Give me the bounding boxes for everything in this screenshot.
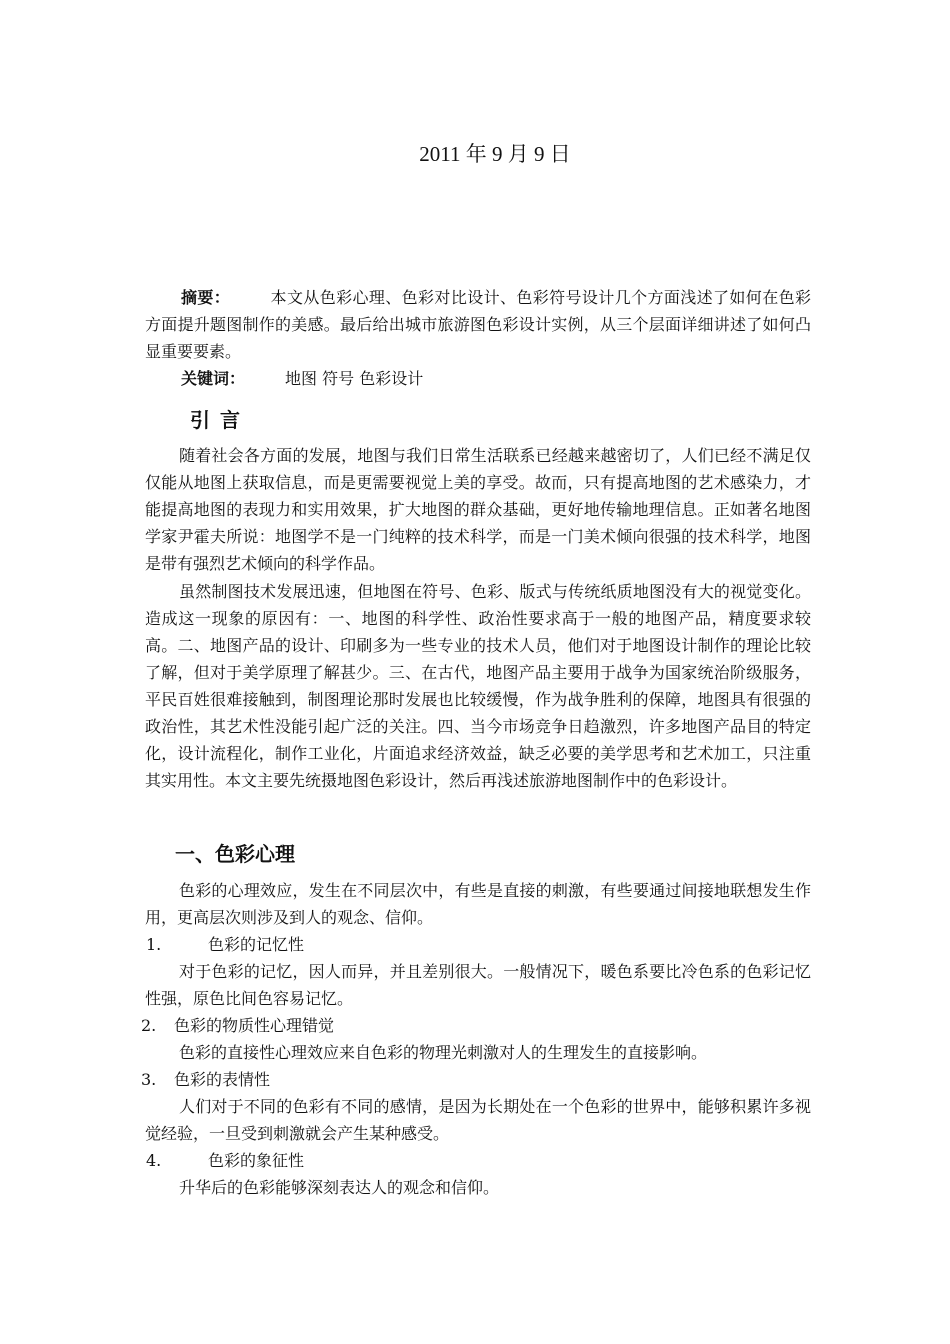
list-item-1-title	[146, 931, 304, 958]
list-title: 色彩的象征性	[208, 1151, 305, 1170]
section1-heading: 一、色彩心理	[175, 842, 295, 866]
intro-paragraph-1: 随着社会各方面的发展，地图与我们日常生活联系已经越来越密切了，人们已经不满足仅仅能从地图上获取信息，而是更需要视觉上美的享受。故而，只有提高地图的艺术感染力，才能提高地图的表现力和实用效果，扩大地图的群众基础，更好地传输地理信息。正如著名地图学家尹霍夫所说：地图学不是一门纯粹的技术科学，而是一门美术倾向很强的技术科学，地图是带有强烈艺术倾向的科学作品。	[145, 446, 811, 573]
list-number: 3.	[141, 1070, 157, 1089]
abstract-label: 摘要：	[181, 288, 231, 307]
date-line: 2011 年 9 月 9 日	[419, 142, 571, 166]
list-number: 4.	[146, 1151, 162, 1170]
list-item-3-title	[141, 1066, 270, 1093]
list-title: 色彩的表情性	[174, 1070, 271, 1089]
intro-paragraph-2: 虽然制图技术发展迅速，但地图在符号、色彩、版式与传统纸质地图没有大的视觉变化。造成这一现象的原因有：一、地图的科学性、政治性要求高于一般的地图产品，精度要求较高。二、地图产品的设计、印刷多为一些专业的技术人员，他们对于地图设计制作的理论比较了解，但对于美学原理了解甚少。三、在古代，地图产品主要用于战争为国家统治阶级服务，平民百姓很难接触到，制图理论那时发展也比较缓慢，作为战争胜利的保障，地图具有很强的政治性，其艺术性没能引起广泛的关注。四、当今市场竞争日趋激烈，许多地图产品目的特定化，设计流程化，制作工业化，片面追求经济效益，缺乏必要的美学思考和艺术加工，只注重其实用性。本文主要先统摄地图色彩设计，然后再浅述旅游地图制作中的色彩设计。	[145, 582, 811, 790]
list-number: 1.	[146, 935, 162, 954]
list-item-4-title	[146, 1147, 304, 1174]
list-number: 2.	[141, 1016, 157, 1035]
list-item-3-text: 人们对于不同的色彩有不同的感情，是因为长期处在一个色彩的世界中，能够积累许多视觉经验，一旦受到刺激就会产生某种感受。	[145, 1097, 811, 1143]
keywords-text: 地图 符号 色彩设计	[285, 369, 424, 388]
keywords-label: 关键词：	[181, 369, 246, 388]
intro-heading: 引言	[190, 408, 250, 432]
list-item-4-text: 升华后的色彩能够深刻表达人的观念和信仰。	[179, 1178, 500, 1197]
list-item-2-title	[141, 1012, 334, 1039]
abstract-text-rest: 彩方面提升题图制作的美感。最后给出城市旅游图色彩设计实例，从三个层面详细讲述了如何凸显重要要素。	[145, 288, 811, 361]
list-item-2-text: 色彩的直接性心理效应来自色彩的物理光刺激对人的生理发生的直接影响。	[179, 1043, 708, 1062]
abstract-text-first: 本文从色彩心理、色彩对比设计、色彩符号设计几个方面浅述了如何在色	[270, 288, 795, 307]
list-item-1-text: 对于色彩的记忆，因人而异，并且差别很大。一般情况下，暖色系要比冷色系的色彩记忆性强，原色比间色容易记忆。	[145, 962, 811, 1008]
list-title: 色彩的记忆性	[208, 935, 305, 954]
abstract	[145, 284, 811, 365]
list-title: 色彩的物质性心理错觉	[174, 1016, 335, 1035]
section1-intro: 色彩的心理效应，发生在不同层次中，有些是直接的刺激，有些要通过间接地联想发生作用，更高层次则涉及到人的观念、信仰。	[145, 881, 811, 927]
keywords	[145, 365, 811, 392]
